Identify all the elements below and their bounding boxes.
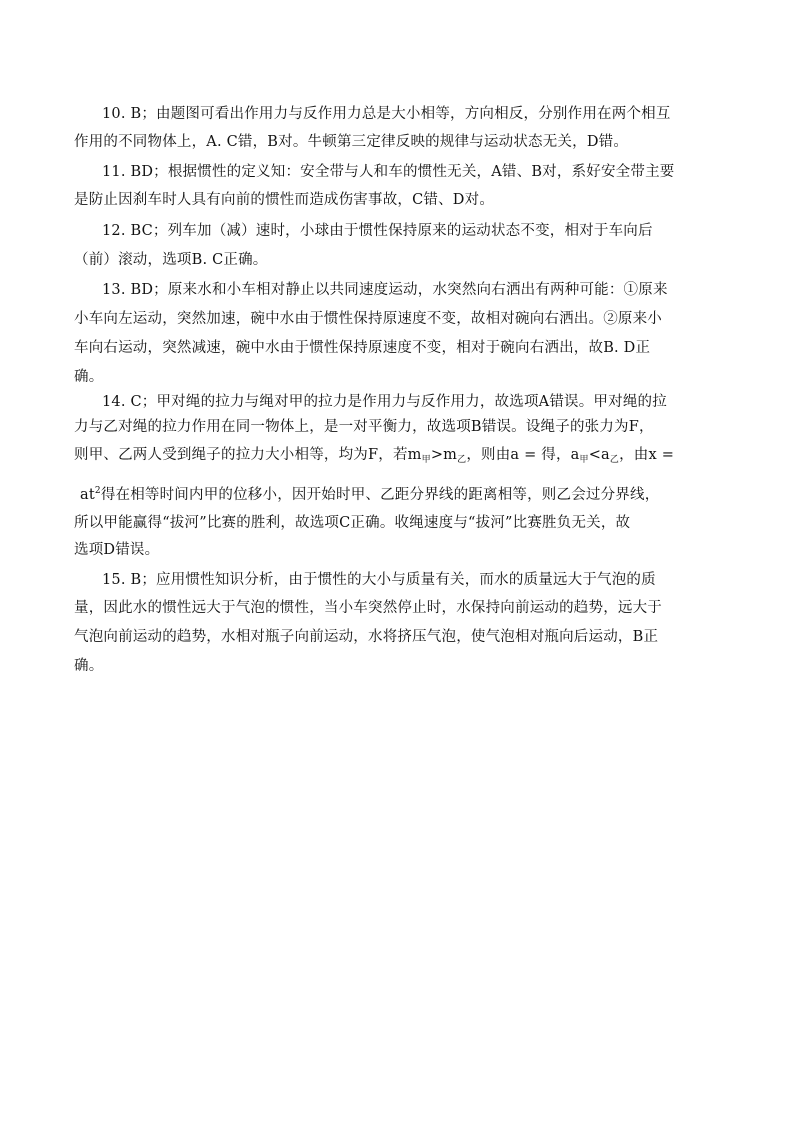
answer-15-line-2: 量，因此水的惯性远大于气泡的惯性，当小车突然停止时，水保持向前运动的趋势，远大于 [74, 600, 662, 616]
subscript-yi: 乙 [457, 455, 467, 465]
answer-11-line-1: 11. BD；根据惯性的定义知：安全带与人和车的惯性无关，A错、B对，系好安全带主要 [102, 164, 675, 180]
greater-than-m: >m [430, 447, 458, 463]
answer-14-line-4-text-a: at [80, 487, 95, 503]
answer-14-line-3 [74, 445, 674, 467]
subscript-jia: 甲 [421, 455, 431, 465]
answer-15-line-4: 确。 [74, 658, 104, 674]
answer-14-line-3-text-b: ，则由a = 得，a [466, 447, 580, 463]
answer-11-line-2: 是防止因刹车时人具有向前的惯性而造成伤害事故，C错、D对。 [74, 192, 495, 208]
answer-12-line-1: 12. BC；列车加（减）速时，小球由于惯性保持原来的运动状态不变，相对于车向后 [102, 223, 653, 239]
answer-10-line-2: 作用的不同物体上，A. C错，B对。牛顿第三定律反映的规律与运动状态无关，D错。 [74, 134, 629, 150]
subscript-yi-2: 乙 [609, 455, 620, 465]
less-than-a: <a [588, 447, 610, 463]
answer-12-line-2: （前）滚动，选项B. C正确。 [74, 252, 268, 268]
answer-14-line-3-text-c: ，由x = [619, 447, 675, 463]
answer-14-line-4 [80, 485, 659, 507]
answer-13-line-3: 车向右运动，突然减速，碗中水由于惯性保持原速度不变，相对于碗向右洒出，故B. D正 [74, 340, 651, 356]
answer-10-line-1: 10. B；由题图可看出作用力与反作用力总是大小相等，方向相反，分别作用在两个相互 [102, 106, 671, 122]
superscript-2: 2 [94, 486, 101, 496]
answer-14-line-5: 所以甲能赢得“拔河”比赛的胜利，故选项C正确。收绳速度与“拔河”比赛胜负无关，故 [74, 515, 631, 531]
answer-14-line-6: 选项D错误。 [74, 542, 160, 558]
answer-13-line-1: 13. BD；原来水和小车相对静止以共同速度运动，水突然向右洒出有两种可能：①原来 [102, 282, 668, 298]
answer-14-line-1: 14. C；甲对绳的拉力与绳对甲的拉力是作用力与反作用力，故选项A错误。甲对绳的拉 [102, 394, 667, 410]
answer-14-line-4-text-b: 得在相等时间内甲的位移小，因开始时甲、乙距分界线的距离相等，则乙会过分界线， [100, 487, 660, 503]
subscript-jia-2: 甲 [579, 455, 589, 465]
answer-14-line-2: 力与乙对绳的拉力作用在同一物体上，是一对平衡力，故选项B错误。设绳子的张力为F， [74, 419, 654, 435]
answer-15-line-3: 气泡向前运动的趋势，水相对瓶子向前运动，水将挤压气泡，使气泡相对瓶向后运动，B正 [74, 629, 659, 645]
answer-13-line-4: 确。 [74, 369, 104, 385]
answer-15-line-1: 15. B；应用惯性知识分析，由于惯性的大小与质量有关，而水的质量远大于气泡的质 [102, 572, 656, 588]
answer-14-line-3-text-a: 则甲、乙两人受到绳子的拉力大小相等，均为F，若m [74, 447, 422, 463]
answer-13-line-2: 小车向左运动，突然加速，碗中水由于惯性保持原速度不变，故相对碗向右洒出。②原来小 [74, 311, 662, 327]
